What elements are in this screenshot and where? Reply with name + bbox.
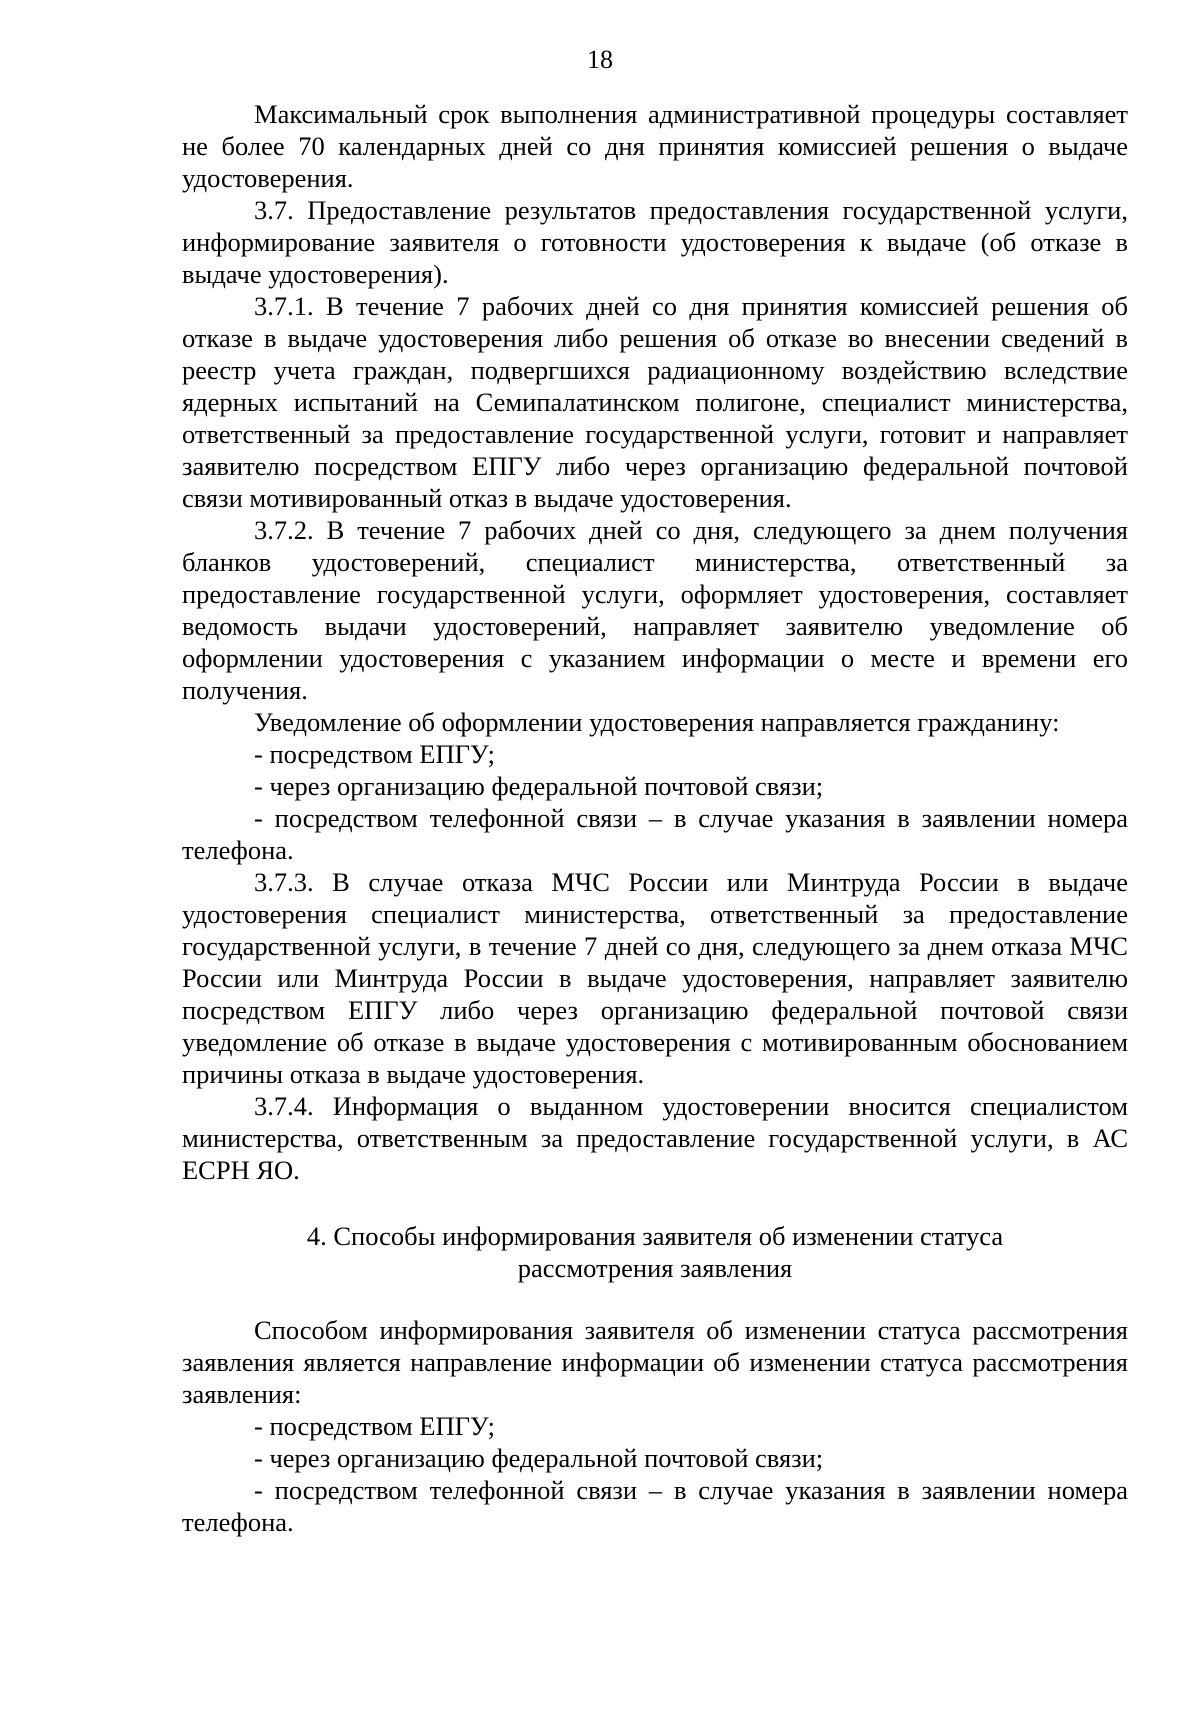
- paragraph-max-term: Максимальный срок выполнения административной процедуры составляет не более 70 календарных дней со дня принятия комиссией решения о выдаче удостоверения.: [182, 99, 1128, 193]
- list-item-phone-2: - посредством телефонной связи – в случае указания в заявлении номера телефона.: [182, 1475, 1128, 1537]
- page-number: 18: [587, 45, 613, 74]
- paragraph-3-7: 3.7. Предоставление результатов предоставления государственной услуги, информирование заявителя о готовности удостоверения к выдаче (об отказе в выдаче удостоверения).: [182, 195, 1128, 289]
- paragraph-3-7-4: 3.7.4. Информация о выданном удостоверении вносится специалистом министерства, ответственным за предоставление государственной услуги, в АС ЕСРН ЯО.: [182, 1091, 1128, 1185]
- list-item-phone: - посредством телефонной связи – в случае указания в заявлении номера телефона.: [182, 803, 1128, 865]
- list-item-epgu: - посредством ЕПГУ;: [254, 739, 496, 769]
- section-heading-line-2: рассмотрения заявления: [517, 1253, 793, 1283]
- paragraph-3-7-1: 3.7.1. В течение 7 рабочих дней со дня принятия комиссией решения об отказе в выдаче удостоверения либо решения об отказе во внесении сведений в реестр учета граждан, подвергшихся радиационному воздействию вследствие ядерных испытаний на Семипалатинском полигоне, специалист министерства, ответственный за предоставление государственной услуги, готовит и направляет заявителю посредством ЕПГУ либо через организацию федеральной почтовой связи мотивированный отказ в выдаче удостоверения.: [182, 291, 1128, 513]
- document-body: [182, 98, 1128, 1538]
- paragraph-notification-intro: Уведомление об оформлении удостоверения направляется гражданину:: [254, 707, 1060, 737]
- section-heading: [182, 1220, 1128, 1284]
- paragraph-3-7-2: 3.7.2. В течение 7 рабочих дней со дня, следующего за днем получения бланков удостоверений, специалист министерства, ответственный за предоставление государственной услуги, оформляет удостоверения, составляет ведомость выдачи удостоверений, направляет заявителю уведомление об оформлении удостоверения с указанием информации о месте и времени его получения.: [182, 515, 1128, 705]
- list-item-postal-2: - через организацию федеральной почтовой связи;: [254, 1443, 824, 1473]
- list-item-postal: - через организацию федеральной почтовой связи;: [254, 771, 824, 801]
- paragraph-status-method: Способом информирования заявителя об изменении статуса рассмотрения заявления является направление информации об изменении статуса рассмотрения заявления:: [182, 1315, 1128, 1409]
- list-item-epgu-2: - посредством ЕПГУ;: [254, 1411, 496, 1441]
- paragraph-3-7-3: 3.7.3. В случае отказа МЧС России или Минтруда России в выдаче удостоверения специалист министерства, ответственный за предоставление государственной услуги, в течение 7 дней со дня, следующего за днем отказа МЧС России или Минтруда России в выдаче удостоверения, направляет заявителю посредством ЕПГУ либо через организацию федеральной почтовой связи уведомление об отказе в выдаче удостоверения с мотивированным обоснованием причины отказа в выдаче удостоверения.: [182, 867, 1128, 1089]
- section-heading-line-1: 4. Способы информирования заявителя об изменении статуса: [306, 1221, 1004, 1251]
